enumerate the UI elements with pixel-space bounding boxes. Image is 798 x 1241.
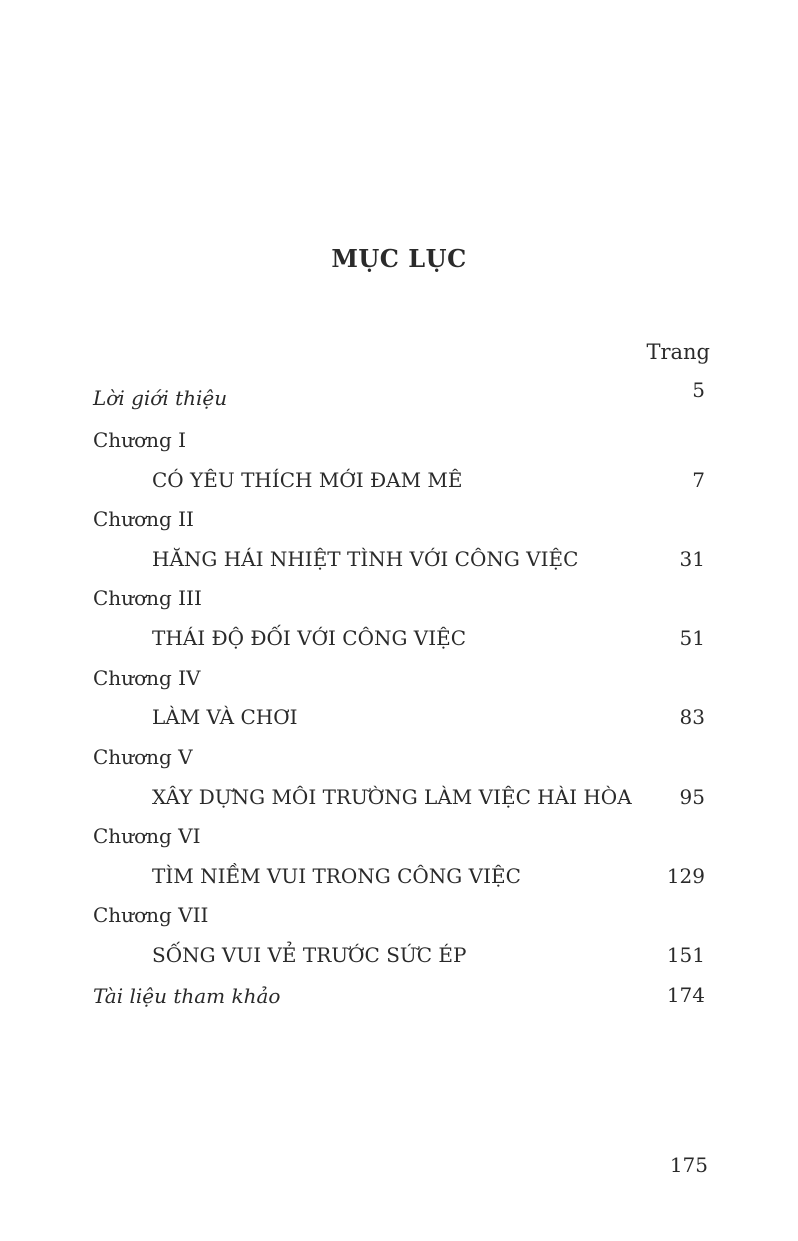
toc-chapter-page: 83 (679, 705, 705, 729)
toc-references-label: Tài liệu tham khảo (93, 984, 281, 1008)
toc-references-page: 174 (666, 983, 705, 1007)
toc-chapter-page: 51 (679, 626, 705, 650)
toc-chapter-page: 31 (679, 547, 705, 571)
toc-intro-page: 5 (692, 378, 705, 402)
toc-chapter-title: TÌM NIỀM VUI TRONG CÔNG VIỆC (152, 864, 521, 888)
toc-chapter-heading: Chương I (93, 428, 187, 452)
toc-chapter-heading: Chương VII (93, 903, 209, 927)
toc-chapter-title: XÂY DỰNG MÔI TRƯỜNG LÀM VIỆC HÀI HÒA (152, 785, 632, 809)
toc-chapter-heading: Chương IV (93, 666, 201, 690)
toc-chapter-title: LÀM VÀ CHƠI (152, 705, 298, 729)
toc-chapter-heading: Chương II (93, 507, 194, 531)
toc-chapter-page: 129 (666, 864, 705, 888)
toc-chapter-title: THÁI ĐỘ ĐỐI VỚI CÔNG VIỆC (152, 626, 467, 650)
toc-chapter-heading: Chương III (93, 586, 202, 610)
toc-chapter-page: 7 (692, 468, 705, 492)
toc-chapter-heading: Chương VI (93, 824, 201, 848)
toc-chapter-title: SỐNG VUI VẺ TRƯỚC SỨC ÉP (152, 943, 467, 967)
toc-chapter-page: 151 (666, 943, 705, 967)
toc-chapter-heading: Chương V (93, 745, 193, 769)
page-title: MỤC LỤC (331, 244, 467, 273)
page-number: 175 (669, 1153, 708, 1177)
page-column-header: Trang (646, 340, 710, 364)
toc-chapter-title: CÓ YÊU THÍCH MỚI ĐAM MÊ (152, 468, 463, 492)
toc-intro-label: Lời giới thiệu (93, 386, 228, 410)
toc-chapter-page: 95 (679, 785, 705, 809)
toc-chapter-title: HĂNG HÁI NHIỆT TÌNH VỚI CÔNG VIỆC (152, 547, 579, 571)
